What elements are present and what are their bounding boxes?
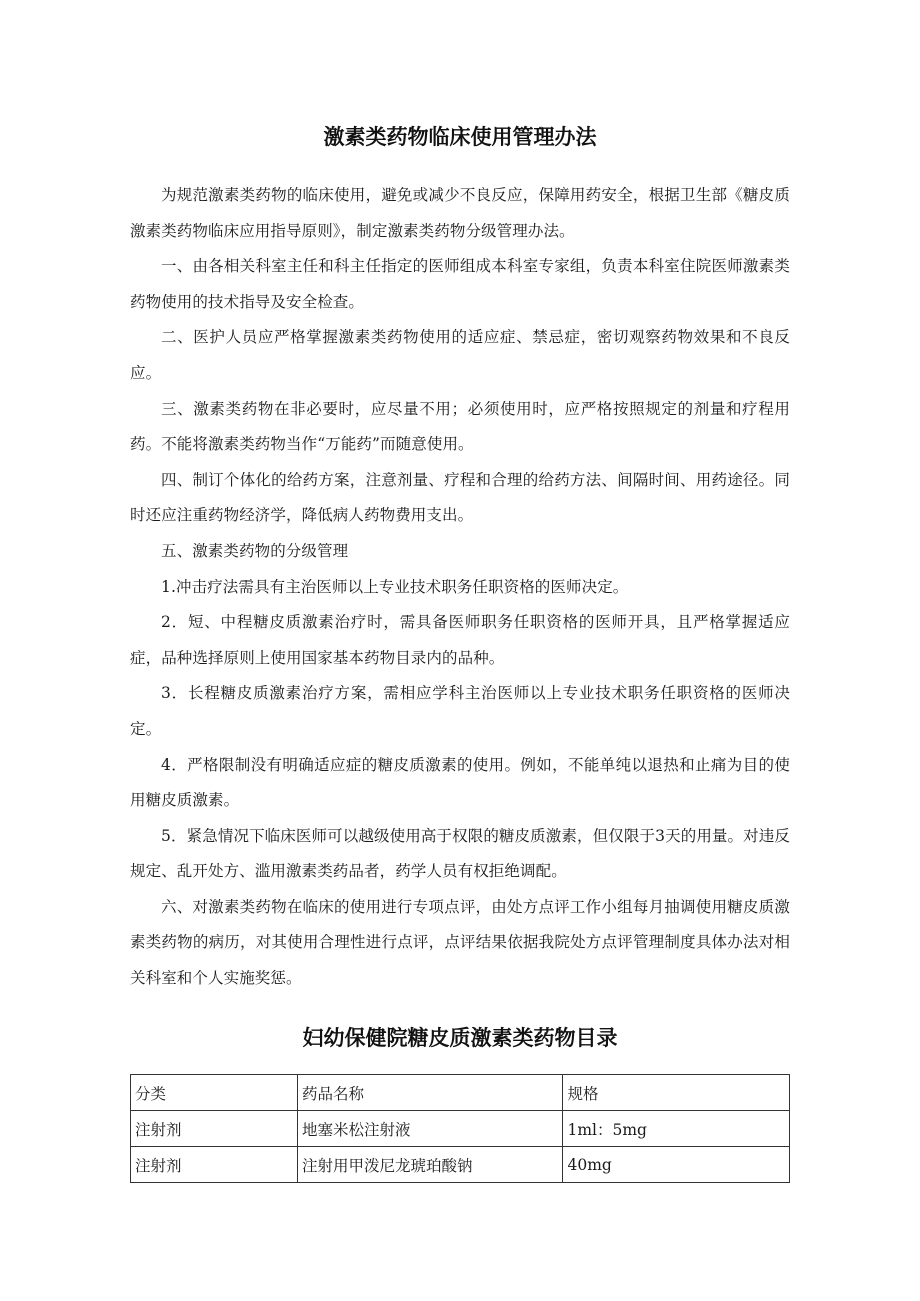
paragraph-rule-6: 六、对激素类药物在临床的使用进行专项点评，由处方点评工作小组每月抽调使用糖皮质激素类药物的病历，对其使用合理性进行点评，点评结果依据我院处方点评管理制度具体办法对相关科室和个人实施奖惩。 xyxy=(130,897,790,988)
cell-drug-name: 地塞米松注射液 xyxy=(297,1111,563,1147)
paragraph-rule-2: 二、医护人员应严格掌握激素类药物使用的适应症、禁忌症，密切观察药物效果和不良反应。 xyxy=(130,328,790,382)
paragraph-rule-5-heading: 五、激素类药物的分级管理 xyxy=(161,541,349,560)
paragraph-intro: 为规范激素类药物的临床使用，避免或减少不良反应，保障用药安全，根据卫生部《糖皮质激素类药物临床应用指导原则》，制定激素类药物分级管理办法。 xyxy=(130,186,790,240)
table-header-row xyxy=(131,1075,790,1111)
document-body xyxy=(130,178,790,997)
drug-catalog-table xyxy=(130,1074,790,1183)
catalog-title: 妇幼保健院糖皮质激素类药物目录 xyxy=(302,1026,618,1050)
paragraph-item-3: 3．长程糖皮质激素治疗方案，需相应学科主治医师以上专业技术职务任职资格的医师决定。 xyxy=(130,684,790,738)
paragraph-rule-1: 一、由各相关科室主任和科主任指定的医师组成本科室专家组，负责本科室住院医师激素类药物使用的技术指导及安全检查。 xyxy=(130,257,790,311)
table-row xyxy=(131,1147,790,1183)
cell-drug-name: 注射用甲泼尼龙琥珀酸钠 xyxy=(297,1147,563,1183)
cell-category: 注射剂 xyxy=(131,1147,298,1183)
header-spec: 规格 xyxy=(563,1075,790,1111)
paragraph-item-2: 2．短、中程糖皮质激素治疗时，需具备医师职务任职资格的医师开具，且严格掌握适应症，品种选择原则上使用国家基本药物目录内的品种。 xyxy=(130,613,790,667)
paragraph-item-5: 5．紧急情况下临床医师可以越级使用高于权限的糖皮质激素，但仅限于3天的用量。对违反规定、乱开处方、滥用激素类药品者，药学人员有权拒绝调配。 xyxy=(130,826,790,881)
table-row xyxy=(131,1111,790,1147)
paragraph-rule-3: 三、激素类药物在非必要时，应尽量不用；必须使用时，应严格按照规定的剂量和疗程用药。不能将激素类药物当作“万能药”而随意使用。 xyxy=(130,399,790,454)
header-drug-name: 药品名称 xyxy=(297,1075,563,1111)
cell-category: 注射剂 xyxy=(131,1111,298,1147)
header-category: 分类 xyxy=(131,1075,298,1111)
paragraph-item-1: 1.冲击疗法需具有主治医师以上专业技术职务任职资格的医师决定。 xyxy=(161,577,629,596)
cell-spec: 40mg xyxy=(563,1147,790,1183)
paragraph-item-4: 4．严格限制没有明确适应症的糖皮质激素的使用。例如，不能单纯以退热和止痛为目的使用糖皮质激素。 xyxy=(130,755,790,810)
cell-spec: 1ml：5mg xyxy=(563,1111,790,1147)
paragraph-rule-4: 四、制订个体化的给药方案，注意剂量、疗程和合理的给药方法、间隔时间、用药途径。同时还应注重药物经济学，降低病人药物费用支出。 xyxy=(130,470,790,525)
document-title: 激素类药物临床使用管理办法 xyxy=(323,125,597,149)
